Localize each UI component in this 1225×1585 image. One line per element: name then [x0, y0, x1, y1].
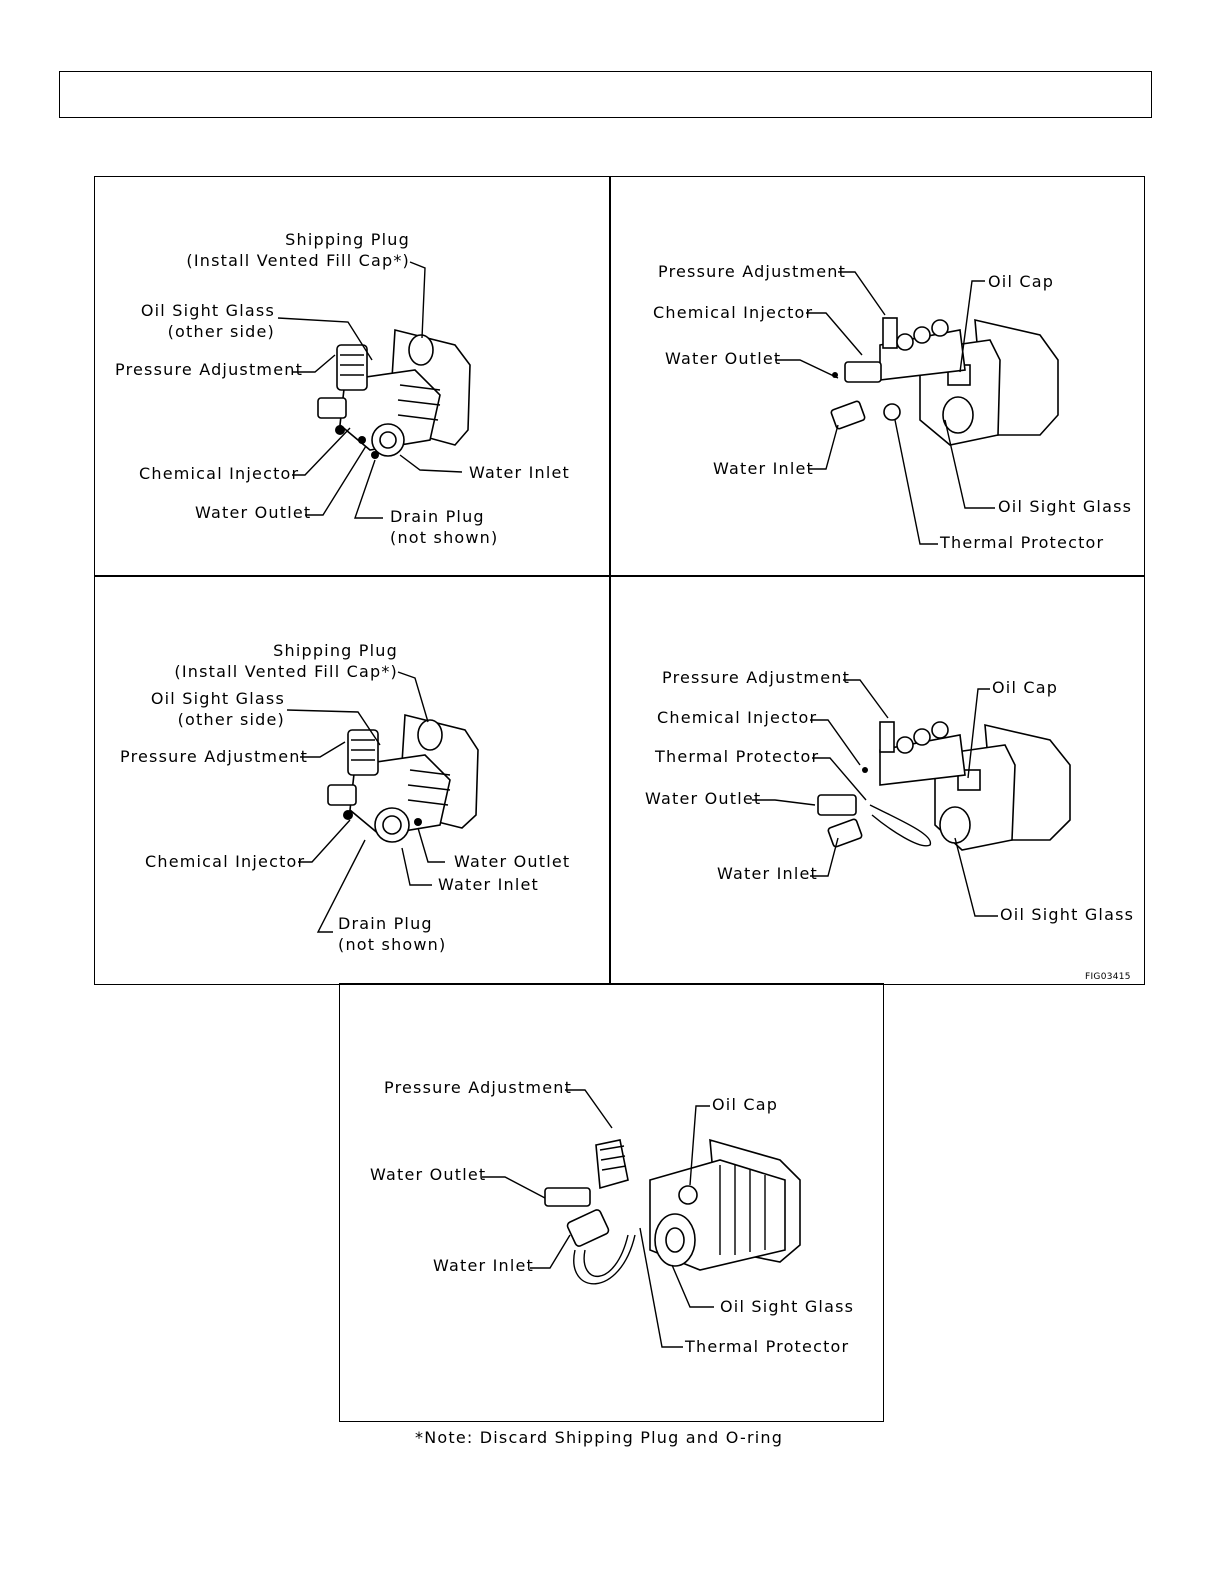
p1-chemical-injector-label: Chemical Injector	[139, 464, 300, 483]
p1-other-side-label: (other side)	[167, 322, 275, 341]
panel-4-pump-illustration	[818, 722, 1070, 850]
p5-water-outlet-label: Water Outlet	[370, 1165, 487, 1184]
p3-pressure-adjustment-label: Pressure Adjustment	[120, 747, 309, 766]
p4-water-outlet-label: Water Outlet	[645, 789, 762, 808]
p4-water-inlet-label: Water Inlet	[717, 864, 819, 883]
p2-chemical-injector-label: Chemical Injector	[653, 303, 814, 322]
p3-shipping-plug-label: Shipping Plug	[273, 641, 398, 660]
p2-water-outlet-label: Water Outlet	[665, 349, 782, 368]
p3-chemical-injector-label: Chemical Injector	[145, 852, 306, 871]
p5-oil-cap-label: Oil Cap	[712, 1095, 779, 1114]
p3-not-shown-label: (not shown)	[338, 935, 447, 954]
p3-water-outlet-label: Water Outlet	[454, 852, 571, 871]
discard-note: *Note: Discard Shipping Plug and O-ring	[415, 1428, 784, 1447]
p3-other-side-label: (other side)	[177, 710, 285, 729]
p4-chemical-injector-label: Chemical Injector	[657, 708, 818, 727]
p3-install-cap-label: (Install Vented Fill Cap*)	[174, 662, 398, 681]
p1-not-shown-label: (not shown)	[390, 528, 499, 547]
p1-pressure-adjustment-label: Pressure Adjustment	[115, 360, 304, 379]
p2-thermal-protector-label: Thermal Protector	[940, 533, 1105, 552]
p5-pressure-adjustment-label: Pressure Adjustment	[384, 1078, 573, 1097]
p2-oil-cap-label: Oil Cap	[988, 272, 1055, 291]
p2-oil-sight-glass-label: Oil Sight Glass	[998, 497, 1133, 516]
p5-oil-sight-glass-label: Oil Sight Glass	[720, 1297, 855, 1316]
p1-oil-sight-glass-label: Oil Sight Glass	[140, 301, 275, 320]
p1-water-inlet-label: Water Inlet	[469, 463, 571, 482]
p4-thermal-protector-label: Thermal Protector	[655, 747, 820, 766]
figure-id: FIG03415	[1085, 972, 1131, 982]
p1-drain-plug-label: Drain Plug	[390, 507, 485, 526]
panel-2-pump-illustration	[830, 318, 1058, 445]
p3-oil-sight-glass-label: Oil Sight Glass	[150, 689, 285, 708]
p1-shipping-plug-label: Shipping Plug	[285, 230, 410, 249]
panel-5-pump-illustration	[545, 1140, 800, 1284]
p4-pressure-adjustment-label: Pressure Adjustment	[662, 668, 851, 687]
p4-oil-sight-glass-label: Oil Sight Glass	[1000, 905, 1135, 924]
p1-water-outlet-label: Water Outlet	[195, 503, 312, 522]
panel-1-pump-illustration	[318, 330, 470, 459]
p2-water-inlet-label: Water Inlet	[713, 459, 815, 478]
p5-water-inlet-label: Water Inlet	[433, 1256, 535, 1275]
panel-3-pump-illustration	[328, 715, 478, 842]
p1-install-cap-label: (Install Vented Fill Cap*)	[186, 251, 410, 270]
p5-thermal-protector-label: Thermal Protector	[685, 1337, 850, 1356]
p4-oil-cap-label: Oil Cap	[992, 678, 1059, 697]
p3-water-inlet-label: Water Inlet	[438, 875, 540, 894]
p2-pressure-adjustment-label: Pressure Adjustment	[658, 262, 847, 281]
p3-drain-plug-label: Drain Plug	[338, 914, 433, 933]
